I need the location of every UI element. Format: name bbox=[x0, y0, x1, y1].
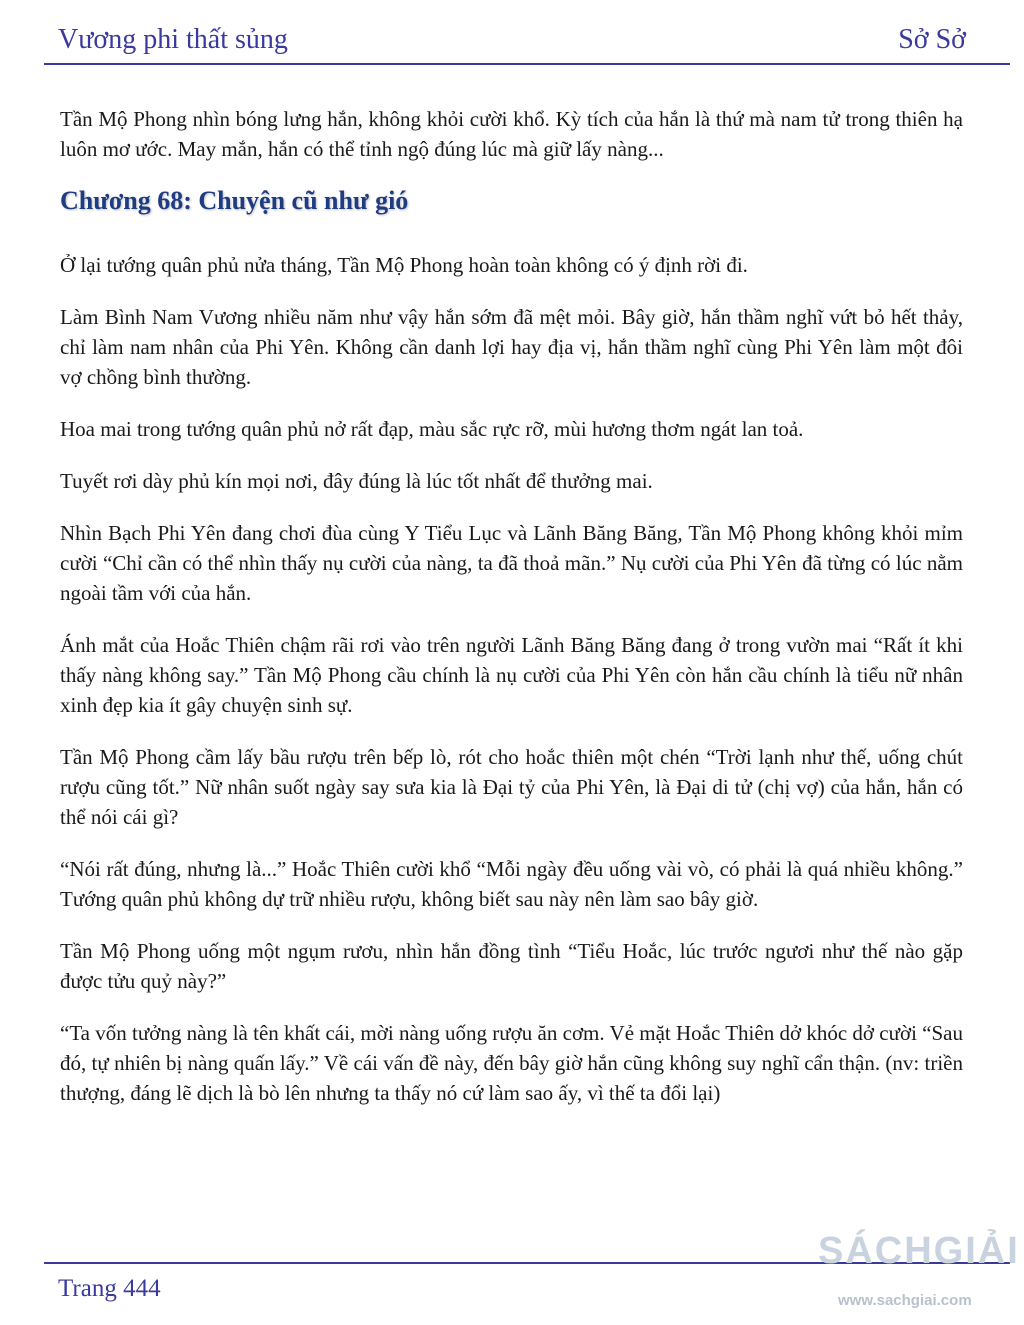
book-author: Sở Sở bbox=[898, 24, 966, 55]
page-number: Trang 444 bbox=[58, 1275, 161, 1302]
paragraph: Hoa mai trong tướng quân phủ nở rất đạp, màu sắc rực rỡ, mùi hương thơm ngát lan toả. bbox=[60, 417, 804, 441]
watermark-url: www.sachgiai.com bbox=[838, 1292, 972, 1309]
intro-paragraph: Tần Mộ Phong nhìn bóng lưng hắn, không khỏi cười khổ. Kỳ tích của hắn là thứ mà nam tử trong thiên hạ luôn mơ ước. May mắn, hắn có thể tỉnh ngộ đúng lúc mà giữ lấy nàng... bbox=[60, 107, 963, 161]
paragraph: “Nói rất đúng, nhưng là...” Hoắc Thiên cười khổ “Mỗi ngày đều uống vài vò, có phải là quá nhiều không.” Tướng quân phủ không dự trữ nhiều rượu, không biết sau này nên làm sao bây giờ. bbox=[60, 857, 963, 911]
paragraph: Ánh mắt của Hoắc Thiên chậm rãi rơi vào trên người Lãnh Băng Băng đang ở trong vườn mai “Rất ít khi thấy nàng không say.” Tần Mộ Phong cầu chính là nụ cười của Phi Yên còn hắn cầu chính là tiểu nữ nhân xinh đẹp kia ít gây chuyện sinh sự. bbox=[60, 633, 963, 717]
page-header bbox=[0, 0, 1024, 66]
paragraph: Tần Mộ Phong uống một ngụm rươu, nhìn hắn đồng tình “Tiểu Hoắc, lúc trước ngươi như thế nào gặp được tửu quỷ này?” bbox=[60, 939, 963, 993]
header-divider bbox=[44, 63, 1010, 65]
page-content bbox=[60, 104, 963, 1130]
watermark-logo bbox=[818, 1226, 1018, 1322]
chapter-title: Chương 68: Chuyện cũ như gió bbox=[60, 186, 409, 215]
paragraph: Tuyết rơi dày phủ kín mọi nơi, đây đúng là lúc tốt nhất để thưởng mai. bbox=[60, 469, 653, 493]
paragraph: “Ta vốn tưởng nàng là tên khất cái, mời nàng uống rượu ăn cơm. Vẻ mặt Hoắc Thiên dở khóc dở cười “Sau đó, tự nhiên bị nàng quấn lấy.” Về cái vấn đề này, đến bây giờ hắn cũng không suy nghĩ cẩn thận. (nv: triền thượng, đáng lẽ dịch là bò lên nhưng ta thấy nó cứ làm sao ấy, vì thế ta đổi lại) bbox=[60, 1021, 963, 1105]
paragraph: Làm Bình Nam Vương nhiều năm như vậy hắn sớm đã mệt mỏi. Bây giờ, hắn thầm nghĩ vứt bỏ hết thảy, chỉ làm nam nhân của Phi Yên. Không cần danh lợi hay địa vị, hắn thầm nghĩ cùng Phi Yên làm một đôi vợ chồng bình thường. bbox=[60, 305, 963, 389]
watermark-logo-text: SÁCHGIẢI bbox=[818, 1230, 1020, 1272]
paragraph: Ở lại tướng quân phủ nửa tháng, Tần Mộ Phong hoàn toàn không có ý định rời đi. bbox=[60, 253, 748, 277]
paragraph: Tần Mộ Phong cầm lấy bầu rượu trên bếp lò, rót cho hoắc thiên một chén “Trời lạnh như thế, uống chút rượu cũng tốt.” Nữ nhân suốt ngày say sưa kia là Đại tỷ của Phi Yên, là Đại di tử (chị vợ) của hắn, hắn có thể nói cái gì? bbox=[60, 745, 963, 829]
book-title: Vương phi thất sủng bbox=[58, 24, 288, 55]
paragraph: Nhìn Bạch Phi Yên đang chơi đùa cùng Y Tiểu Lục và Lãnh Băng Băng, Tần Mộ Phong không khỏi mỉm cười “Chỉ cần có thể nhìn thấy nụ cười của nàng, ta đã thoả mãn.” Nụ cười của Phi Yên đã từng có lúc nằm ngoài tầm với của hắn. bbox=[60, 521, 963, 605]
